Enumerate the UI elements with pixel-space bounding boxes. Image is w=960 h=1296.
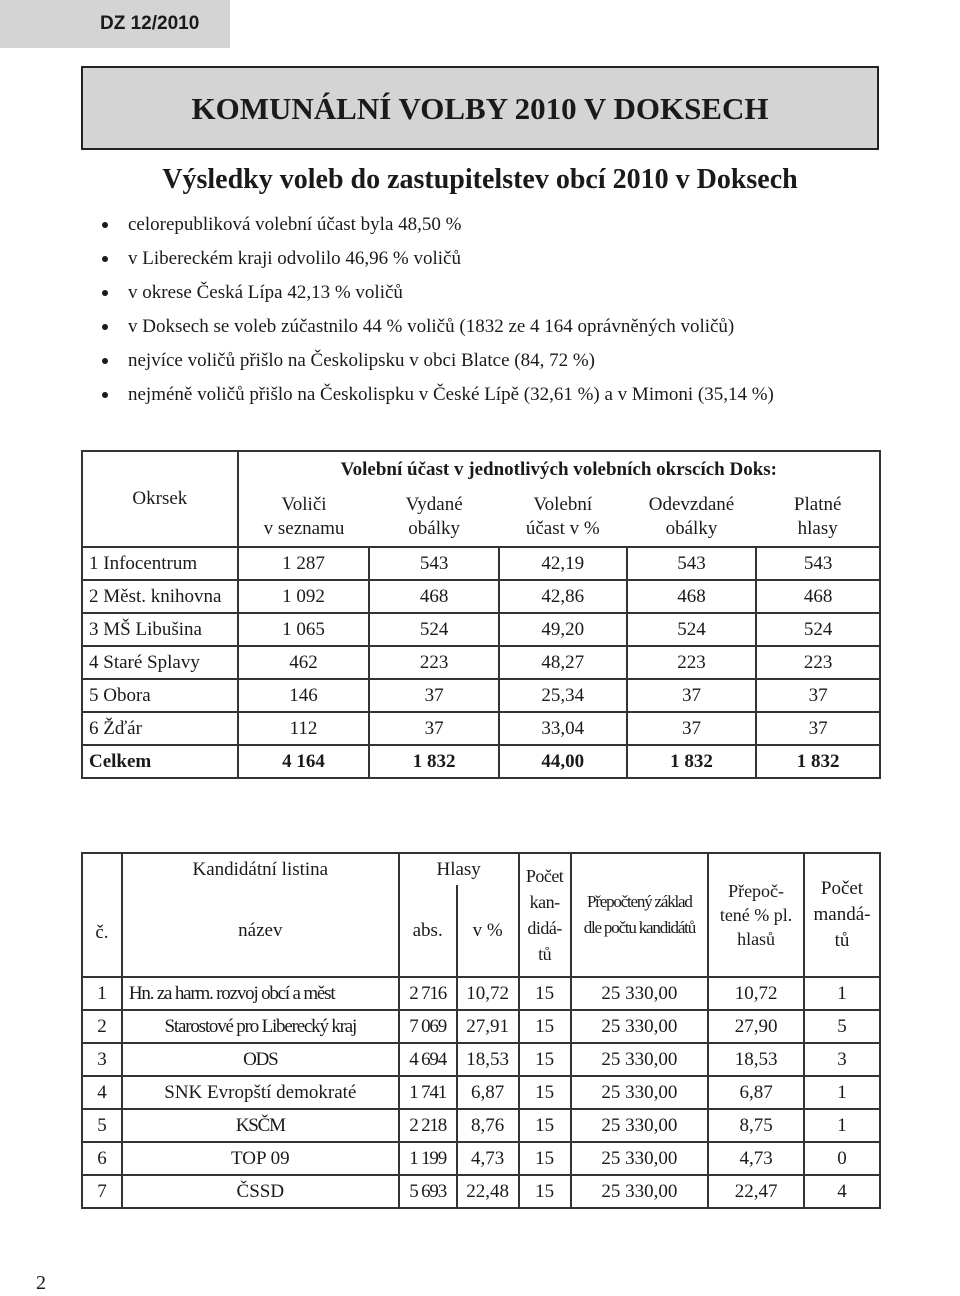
col-header-line: obálky <box>665 517 718 539</box>
table-row <box>82 679 880 712</box>
table-cell: 3 <box>804 1043 880 1076</box>
table-cell: 42,19 <box>499 547 627 580</box>
table-cell: 1 287 <box>238 547 370 580</box>
col-header-mandates: Počet mandá- tů <box>804 853 880 977</box>
table-cell: 37 <box>756 712 880 745</box>
table-row <box>82 1142 880 1175</box>
page-title: KOMUNÁLNÍ VOLBY 2010 V DOKSECH <box>81 66 879 150</box>
list-item: v Doksech se voleb zúčastnilo 44 % voličů (1832 ze 4 164 oprávněných voličů) <box>100 310 774 344</box>
table-cell: 5 <box>804 1010 880 1043</box>
table-row <box>82 613 880 646</box>
col-header-line: hlasy <box>797 517 838 539</box>
table-row <box>82 1076 880 1109</box>
table-cell: 1 832 <box>627 745 757 778</box>
col-header-line: obálky <box>408 517 460 539</box>
col-header <box>238 487 370 547</box>
table-cell: 15 <box>519 1109 571 1142</box>
col-header-line: účast v % <box>525 517 600 539</box>
table-cell: ČSSD <box>122 1175 399 1208</box>
table-cell: 468 <box>627 580 757 613</box>
table-row <box>82 580 880 613</box>
table-cell: 22,47 <box>708 1175 804 1208</box>
col-header <box>627 487 757 547</box>
table-cell: 4,73 <box>457 1142 519 1175</box>
table-cell: 3 MŠ Libušina <box>82 613 238 646</box>
col-header-line: Odevzdané <box>648 493 735 515</box>
table-cell: 25 330,00 <box>571 1043 709 1076</box>
okrsek-header: Okrsek <box>82 451 238 547</box>
col-header-no: č. <box>82 853 122 977</box>
table-cell: 22,48 <box>457 1175 519 1208</box>
table-cell: 223 <box>756 646 880 679</box>
table-cell: KSČM <box>122 1109 399 1142</box>
col-header-pct: v % <box>457 885 519 977</box>
col-header-recalc: Přepoč- tené % pl. hlasů <box>708 853 804 977</box>
table-cell: 7 069 <box>399 1010 457 1043</box>
table-cell: 1 <box>804 1076 880 1109</box>
table-cell: 27,90 <box>708 1010 804 1043</box>
table-cell: 44,00 <box>499 745 627 778</box>
table-cell: 4,73 <box>708 1142 804 1175</box>
table-cell: 524 <box>627 613 757 646</box>
table-cell: 0 <box>804 1142 880 1175</box>
table-cell: 6 <box>82 1142 122 1175</box>
table-cell: 25 330,00 <box>571 977 709 1010</box>
issue-label: DZ 12/2010 <box>0 0 230 48</box>
table-cell: 15 <box>519 1175 571 1208</box>
table-cell: 33,04 <box>499 712 627 745</box>
table-row <box>82 977 880 1010</box>
table-cell: 1 Infocentrum <box>82 547 238 580</box>
turnout-caption: Volební účast v jednotlivých volebních okrscích Doks: <box>238 451 880 487</box>
table-cell: 27,91 <box>457 1010 519 1043</box>
table-cell: 1 092 <box>238 580 370 613</box>
table-cell: 5 <box>82 1109 122 1142</box>
col-header <box>369 487 499 547</box>
table-cell: 524 <box>756 613 880 646</box>
bullet-list <box>100 208 774 412</box>
table-cell: 1 <box>82 977 122 1010</box>
table-cell: 6,87 <box>708 1076 804 1109</box>
table-cell: 37 <box>369 712 499 745</box>
table-cell: 5 Obora <box>82 679 238 712</box>
table-cell: 223 <box>627 646 757 679</box>
table-row <box>82 547 880 580</box>
table-cell: 223 <box>369 646 499 679</box>
table-cell: 146 <box>238 679 370 712</box>
table-cell: 543 <box>756 547 880 580</box>
table-cell: 543 <box>369 547 499 580</box>
table-cell: 49,20 <box>499 613 627 646</box>
table-cell: 2 Měst. knihovna <box>82 580 238 613</box>
table-cell: 112 <box>238 712 370 745</box>
table-cell: 25 330,00 <box>571 1142 709 1175</box>
table-cell: 1 <box>804 1109 880 1142</box>
results-table <box>81 852 881 1209</box>
col-header-base: Přepočtený základ dle počtu kandidátů <box>571 853 709 977</box>
col-header-list: Kandidátní listina <box>122 853 399 885</box>
table-cell: 15 <box>519 1142 571 1175</box>
table-cell: 1 741 <box>399 1076 457 1109</box>
table-cell: 37 <box>627 712 757 745</box>
subtitle: Výsledky voleb do zastupitelstev obcí 2010 v Doksech <box>162 164 798 195</box>
table-row <box>82 1043 880 1076</box>
table-cell: 6,87 <box>457 1076 519 1109</box>
col-header-name: název <box>122 885 399 977</box>
table-cell: 37 <box>756 679 880 712</box>
table-cell: 4 694 <box>399 1043 457 1076</box>
table-cell: 25 330,00 <box>571 1076 709 1109</box>
total-row <box>82 745 880 778</box>
list-item: nejvíce voličů přišlo na Českolipsku v obci Blatce (84, 72 %) <box>100 344 774 378</box>
page-number: 2 <box>36 1272 46 1294</box>
list-item: celorepubliková volební účast byla 48,50 % <box>100 208 774 242</box>
table-cell: 18,53 <box>708 1043 804 1076</box>
table-cell: 15 <box>519 1043 571 1076</box>
table-cell: 8,76 <box>457 1109 519 1142</box>
table-cell: 468 <box>756 580 880 613</box>
table-cell: 8,75 <box>708 1109 804 1142</box>
table-cell: 3 <box>82 1043 122 1076</box>
table-cell: 1 <box>804 977 880 1010</box>
table-cell: 25 330,00 <box>571 1010 709 1043</box>
table-cell: 15 <box>519 1076 571 1109</box>
table-cell: 42,86 <box>499 580 627 613</box>
table-cell: 543 <box>627 547 757 580</box>
table-cell: SNK Evropští demokraté <box>122 1076 399 1109</box>
table-cell: 10,72 <box>457 977 519 1010</box>
table-cell: 48,27 <box>499 646 627 679</box>
table-cell: 4 164 <box>238 745 370 778</box>
col-header-line: v seznamu <box>263 517 345 539</box>
col-header-votes: Hlasy <box>399 853 519 885</box>
table-cell: 4 Staré Splavy <box>82 646 238 679</box>
table-cell: 1 199 <box>399 1142 457 1175</box>
table-row <box>82 712 880 745</box>
table-cell: 524 <box>369 613 499 646</box>
list-item: v okrese Česká Lípa 42,13 % voličů <box>100 276 774 310</box>
table-cell: 468 <box>369 580 499 613</box>
col-header-line: Platné <box>793 493 842 515</box>
table-cell: 25,34 <box>499 679 627 712</box>
table-row <box>82 1109 880 1142</box>
table-cell: Starostové pro Liberecký kraj <box>122 1010 399 1043</box>
table-cell: 25 330,00 <box>571 1175 709 1208</box>
table-cell: Hn. za harm. rozvoj obcí a měst <box>122 977 399 1010</box>
turnout-table <box>81 450 881 779</box>
table-cell: 2 716 <box>399 977 457 1010</box>
table-cell: 5 693 <box>399 1175 457 1208</box>
table-cell: Celkem <box>82 745 238 778</box>
table-cell: 37 <box>627 679 757 712</box>
table-row <box>82 646 880 679</box>
col-header-line: Voliči <box>281 493 327 515</box>
table-cell: 18,53 <box>457 1043 519 1076</box>
table-cell: 15 <box>519 1010 571 1043</box>
table-cell: 462 <box>238 646 370 679</box>
list-item: nejméně voličů přišlo na Českolispku v České Lípě (32,61 %) a v Mimoni (35,14 %) <box>100 378 774 412</box>
table-cell: 4 <box>82 1076 122 1109</box>
table-cell: TOP 09 <box>122 1142 399 1175</box>
table-cell: 2 <box>82 1010 122 1043</box>
col-header-line: Volební <box>533 493 593 515</box>
col-header-abs: abs. <box>399 885 457 977</box>
table-cell: 7 <box>82 1175 122 1208</box>
col-header-line: Vydané <box>405 493 463 515</box>
table-cell: 1 832 <box>369 745 499 778</box>
col-header <box>499 487 627 547</box>
table-cell: 37 <box>369 679 499 712</box>
list-item: v Libereckém kraji odvolilo 46,96 % voličů <box>100 242 774 276</box>
table-cell: 1 065 <box>238 613 370 646</box>
col-header-count: Počet kan- didá- tů <box>519 853 571 977</box>
table-cell: 4 <box>804 1175 880 1208</box>
table-row <box>82 1010 880 1043</box>
table-cell: 10,72 <box>708 977 804 1010</box>
table-cell: 1 832 <box>756 745 880 778</box>
table-cell: 6 Žďár <box>82 712 238 745</box>
table-cell: ODS <box>122 1043 399 1076</box>
col-header <box>756 487 880 547</box>
table-cell: 2 218 <box>399 1109 457 1142</box>
table-cell: 15 <box>519 977 571 1010</box>
table-row <box>82 1175 880 1208</box>
table-cell: 25 330,00 <box>571 1109 709 1142</box>
